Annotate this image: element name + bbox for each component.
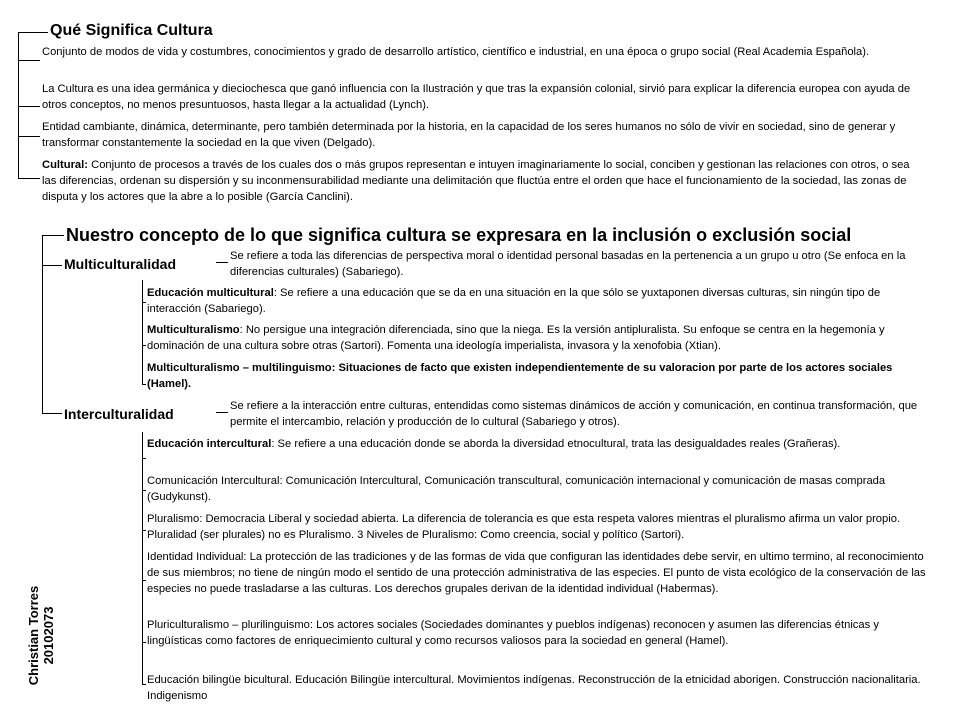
multi-item: Educación multicultural: Se refiere a una educación que se da en una situación en la que sólo se yuxtaponen diversas culturas, sin ningún tipo de interacción (Sabariego). xyxy=(147,287,881,315)
inter-item: Educación bilingüe bicultural. Educación Bilingüe intercultural. Movimientos indígenas. Reconstrucción de la etnicidad aborigen. Construcción nacionalitaria. Indigenismo xyxy=(147,674,921,702)
author-id: 20102073 xyxy=(41,606,56,665)
author-name: Christian Torres xyxy=(26,585,41,686)
section1-item: Conjunto de modos de vida y costumbres, conocimientos y grado de desarrollo artístico, científico e industrial, en una época o grupo social (Real Academia Española). xyxy=(42,46,870,58)
section1-item: Entidad cambiante, dinámica, determinante, pero también determinada por la historia, en la capacidad de los seres humanos no sólo de vivir en sociedad, sino de generar y transformar constantemente la sociedad en la que viven (Delgado). xyxy=(42,121,896,149)
section1-item: La Cultura es una idea germánica y dieciochesca que ganó influencia con la Ilustración y que tras la expansión colonial, sirvió para explicar la diferencia europea con ayuda de otros conceptos, no menos presuntuosos, hasta llegar a la actualidad (Lynch). xyxy=(42,83,911,111)
multi-item: Multiculturalismo – multilinguismo: Situaciones de facto que existen independientemente de su valoracion por parte de los actores sociales (Hamel). xyxy=(147,362,893,390)
author-label xyxy=(26,573,56,698)
section1-item: Cultural: Conjunto de procesos a través de los cuales dos o más grupos representan e intuyen imaginariamente lo social, conciben y gestionan las relaciones con otros, o sea las diferencias, ordenan su dispersión y su inconmensurabilidad mediante una delimitación que fluctúa entre el orden que hace el funcionamiento de la sociedad, las zonas de disputa y los actores que la abre a lo posible (García Canclini). xyxy=(42,159,910,203)
interculturalidad-definition: Se refiere a la interacción entre culturas, entendidas como sistemas dinámicos de acción y comunicación, en continua transformación, que permite el intercambio, relación y producción de lo cultural (Sabariego y otros). xyxy=(230,400,918,428)
interculturalidad-label: Interculturalidad xyxy=(64,406,174,422)
multiculturalidad-definition: Se refiere a toda las diferencias de perspectiva moral o identidad personal basadas en la pertenencia a un grupo u otro (Se enfoca en la diferencias culturales) (Sabariego). xyxy=(230,250,906,278)
inter-item: Pluralismo: Democracia Liberal y sociedad abierta. La diferencia de tolerancia es que esta respeta valores mientras el pluralismo afirma un valor propio. Pluralidad (ser plurales) no es Pluralismo. 3 Niveles de Pluralismo: Como creencia, social y político (Sartori). xyxy=(147,513,901,541)
multiculturalidad-label: Multiculturalidad xyxy=(64,256,176,272)
inter-item: Comunicación Intercultural: Comunicación Intercultural, Comunicación transcultural, comunicación internacional y comunicación de masas comprada (Gudykunst). xyxy=(147,475,886,503)
section2-title: Nuestro concepto de lo que significa cultura se expresara en la inclusión o exclusión social xyxy=(66,225,852,245)
inter-item: Educación intercultural: Se refiere a una educación donde se aborda la diversidad etnocultural, trata las desigualdades reales (Grañeras). xyxy=(147,438,841,450)
multi-item: Multiculturalismo: No persigue una integración diferenciada, sino que la niega. Es la versión antipluralista. Su enfoque se centra en la hegemonía y dominación de una cultura sobre otras (Sartori). Fomenta una ideología imperialista, invasora y la xenofobia (Xtian). xyxy=(147,324,885,352)
inter-item: Identidad Individual: La protección de las tradiciones y de las formas de vida que configuran las identidades debe servir, en ultimo termino, al reconocimiento de sus miembros; no tiene de ningún modo el sentido de una protección administrativa de las especies. El punto de vista ecológico de la conservación de las especies no puede trasladarse a las culturas. Los derechos grupales derivan de la identidad individual (Habermas). xyxy=(147,551,926,595)
inter-item: Pluriculturalismo – plurilinguismo: Los actores sociales (Sociedades dominantes y pueblos indígenas) reconocen y asumen las diferencias étnicas y lingüísticas como factores de enriquecimiento cultural y como recursos valiosos para la sociedad en general (Hamel). xyxy=(147,619,879,647)
section1-title: Qué Significa Cultura xyxy=(50,22,213,39)
